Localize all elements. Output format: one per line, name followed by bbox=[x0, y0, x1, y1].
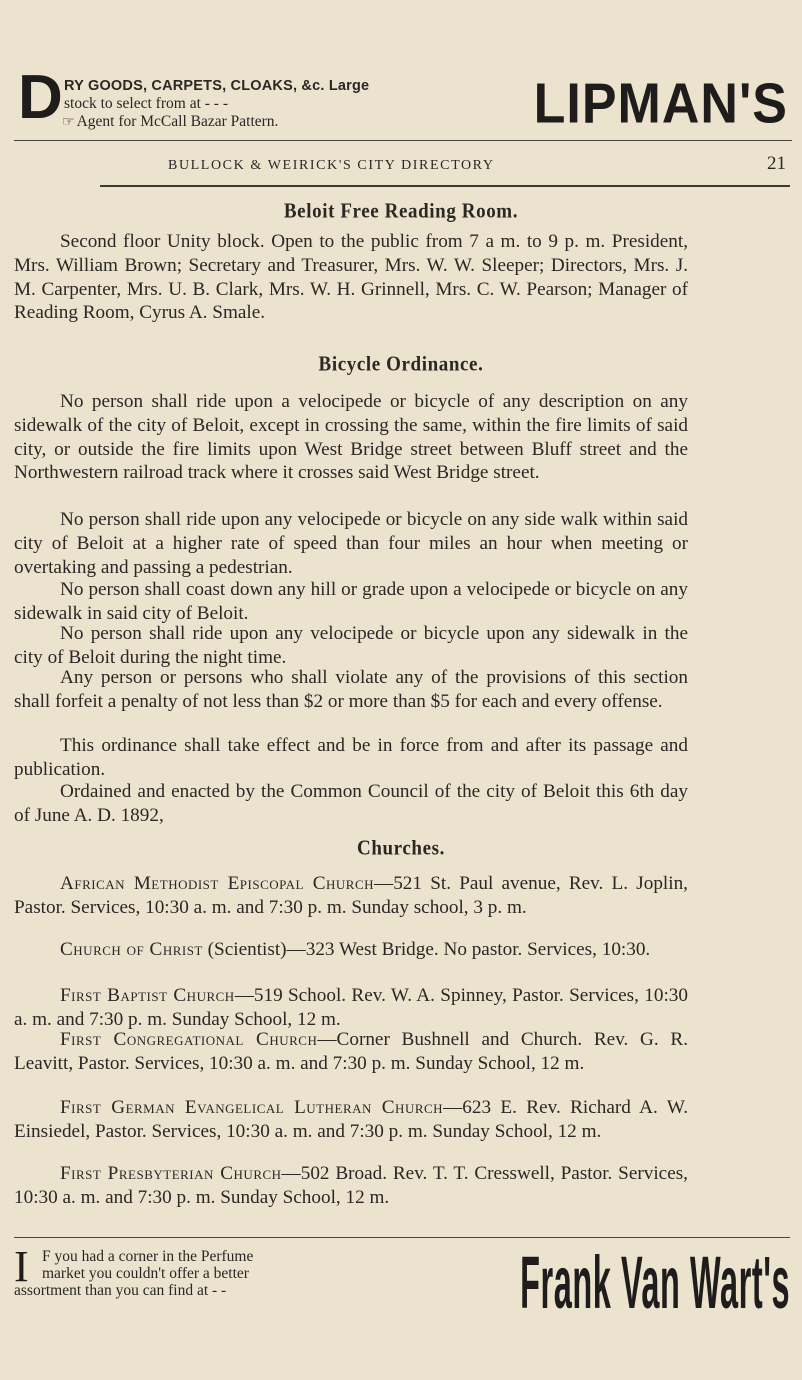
church-entry bbox=[14, 1162, 688, 1210]
running-title: BULLOCK & WEIRICK'S CITY DIRECTORY bbox=[168, 158, 495, 173]
church-name: Church of Christ bbox=[60, 939, 203, 960]
bicycle-paragraph-7: Ordained and enacted by the Common Council of the city of Beloit this 6th day of June A. D. 1892, bbox=[14, 781, 688, 826]
church-entry bbox=[14, 872, 688, 920]
church-name: First Presbyterian Church bbox=[60, 1163, 282, 1184]
ad-line-3: assortment than you can find at - - bbox=[14, 1282, 227, 1299]
top-advertisement bbox=[18, 63, 794, 136]
reading-room-heading: Beloit Free Reading Room. bbox=[283, 199, 519, 224]
church-details: —Corner Bushnell and Church. Rev. G. R. Leavitt, Pastor. Services, 10:30 a. m. and 7:30 p. m. Sunday School, 12 m. bbox=[14, 1029, 688, 1074]
van-warts-brand: Frank Van Wart's bbox=[520, 1241, 790, 1325]
bicycle-paragraph-2: No person shall ride upon any velocipede or bicycle on any side walk within said city of Beloit at a higher rate of speed than four miles an hour when meeting or overtaking and passing a pedestrian. bbox=[14, 509, 688, 578]
ad-line-2: market you couldn't offer a better bbox=[42, 1265, 249, 1282]
ad-line-1: F you had a corner in the Perfume bbox=[42, 1248, 254, 1265]
top-divider bbox=[14, 140, 792, 141]
page-number: 21 bbox=[767, 153, 786, 174]
bicycle-paragraph-5: Any person or persons who shall violate any of the provisions of this section shall forfeit a penalty of not less than $2 or more than $5 for each and every offense. bbox=[14, 667, 688, 712]
bicycle-paragraph-4: No person shall ride upon any velocipede or bicycle upon any sidewalk in the city of Beloit during the night time. bbox=[14, 623, 688, 668]
ad-line-1: RY GOODS, CARPETS, CLOAKS, &c. Large bbox=[64, 78, 370, 94]
church-details: —519 School. Rev. W. A. Spinney, Pastor. Services, 10:30 a. m. and 7:30 p. m. Sunday School, 12 m. bbox=[14, 985, 688, 1030]
reading-room-paragraph: Second floor Unity block. Open to the public from 7 a m. to 9 p. m. President, Mrs. William Brown; Secretary and Treasurer, Mrs. W. W. Sleeper; Directors, Mrs. J. M. Carpenter, Mrs. U. B. Clark, Mrs. W. H. Grinnell, Mrs. C. W. Pearson; Manager of Reading Room, Cyrus A. Smale. bbox=[14, 231, 688, 324]
church-entry bbox=[14, 1096, 688, 1144]
ad-dropcap: I bbox=[14, 1242, 29, 1291]
church-details: (Scientist)—323 West Bridge. No pastor. Services, 10:30. bbox=[202, 939, 651, 960]
church-entry bbox=[14, 938, 688, 962]
ad-dropcap: D bbox=[18, 63, 63, 132]
church-details: —502 Broad. Rev. T. T. Cresswell, Pastor. Services, 10:30 a. m. and 7:30 p. m. Sunday School, 12 m. bbox=[14, 1163, 688, 1208]
church-entry bbox=[14, 984, 688, 1032]
ad-line-2: stock to select from at - - - bbox=[64, 95, 228, 112]
churches-heading: Churches. bbox=[357, 836, 445, 861]
church-name: First Congregational Church bbox=[60, 1029, 318, 1050]
church-details: —521 St. Paul avenue, Rev. L. Joplin, Pastor. Services, 10:30 a. m. and 7:30 p. m. Sunday school, 3 p. m. bbox=[14, 873, 688, 918]
church-name: First German Evangelical Lutheran Church bbox=[60, 1097, 444, 1118]
lipmans-brand: LIPMAN'S bbox=[533, 72, 788, 136]
bicycle-paragraph-3: No person shall coast down any hill or grade upon a velocipede or bicycle on any sidewalk in said city of Beloit. bbox=[14, 579, 688, 624]
pointing-hand-icon: ☞ bbox=[62, 115, 75, 130]
church-details: —623 E. Rev. Richard A. W. Einsiedel, Pastor. Services, 10:30 a. m. and 7:30 p. m. Sunday School, 12 m. bbox=[14, 1097, 689, 1142]
ad-line-3 bbox=[62, 113, 278, 132]
header-divider bbox=[100, 185, 790, 187]
bicycle-paragraph-1: No person shall ride upon a velocipede or bicycle of any description on any sidewalk of the city of Beloit, except in crossing the same, within the fire limits of said city, or outside the fire limits upon West Bridge street between Bluff street and the Northwestern railroad track where it crosses said West Bridge street. bbox=[14, 391, 688, 484]
church-name: African Methodist Episcopal Church bbox=[60, 873, 375, 894]
bicycle-paragraph-6: This ordinance shall take effect and be in force from and after its passage and publication. bbox=[14, 735, 688, 780]
bottom-divider bbox=[14, 1237, 790, 1238]
bottom-advertisement bbox=[14, 1241, 794, 1325]
bicycle-heading: Bicycle Ordinance. bbox=[318, 352, 484, 377]
ad-line-3-text: Agent for McCall Bazar Pattern. bbox=[76, 113, 279, 130]
church-entry bbox=[14, 1028, 688, 1076]
church-name: First Baptist Church bbox=[60, 985, 235, 1006]
